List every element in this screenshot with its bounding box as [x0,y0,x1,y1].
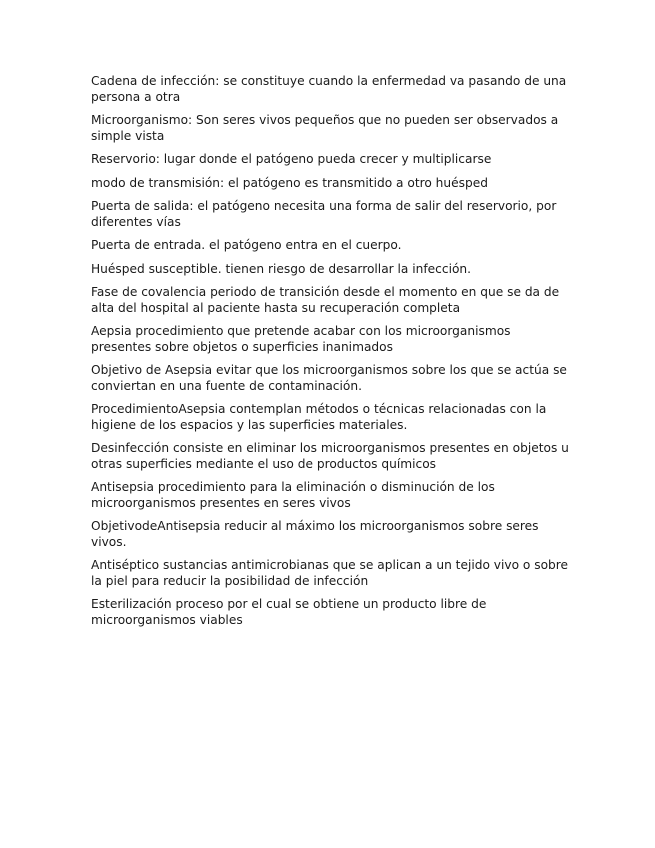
document-page [91,74,569,636]
paragraph-puerta-de-salida: Puerta de salida: el patógeno necesita una forma de salir del reservorio, por diferentes vías [91,199,557,229]
paragraph-huesped-susceptible: Huésped susceptible. tienen riesgo de desarrollar la infección. [91,261,472,276]
paragraph-objetivo-de-antisepsia: ObjetivodeAntisepsia reducir al máximo los microorganismos sobre seres vivos. [91,519,539,549]
paragraph-modo-de-transmision: modo de transmisión: el patógeno es transmitido a otro huésped [91,175,488,190]
paragraph-reservorio: Reservorio: lugar donde el patógeno pueda crecer y multiplicarse [91,152,492,166]
paragraph-aepsia: Aepsia procedimiento que pretende acabar con los microorganismos presentes sobre objetos o superficies inanimados [91,324,511,354]
paragraph-antisepsia: Antisepsia procedimiento para la eliminación o disminución de los microorganismos presentes en seres vivos [91,480,495,510]
paragraph-objetivo-de-asepsia: Objetivo de Asepsia evitar que los microorganismos sobre los que se actúa se conviertan en una fuente de contaminación. [91,363,567,393]
paragraph-microorganismo: Microorganismo: Son seres vivos pequeños que no pueden ser observados a simple vista [91,113,559,143]
paragraph-desinfeccion: Desinfección consiste en eliminar los microorganismos presentes en objetos u otras superficies mediante el uso de productos químicos [91,441,569,471]
paragraph-procedimiento-asepsia: ProcedimientoAsepsia contemplan métodos o técnicas relacionadas con la higiene de los espacios y las superficies materiales. [91,402,547,432]
paragraph-puerta-de-entrada: Puerta de entrada. el patógeno entra en el cuerpo. [91,238,402,252]
paragraph-fase-de-covalencia: Fase de covalencia periodo de transición desde el momento en que se da de alta del hospital al paciente hasta su recuperación completa [91,285,560,315]
paragraph-esterilizacion: Esterilización proceso por el cual se obtiene un producto libre de microorganismos viables [91,597,487,627]
paragraph-antiseptico: Antiséptico sustancias antimicrobianas que se aplican a un tejido vivo o sobre la piel para reducir la posibilidad de infección [91,558,569,588]
paragraph-cadena-de-infeccion: Cadena de infección: se constituye cuando la enfermedad va pasando de una persona a otra [91,74,567,104]
